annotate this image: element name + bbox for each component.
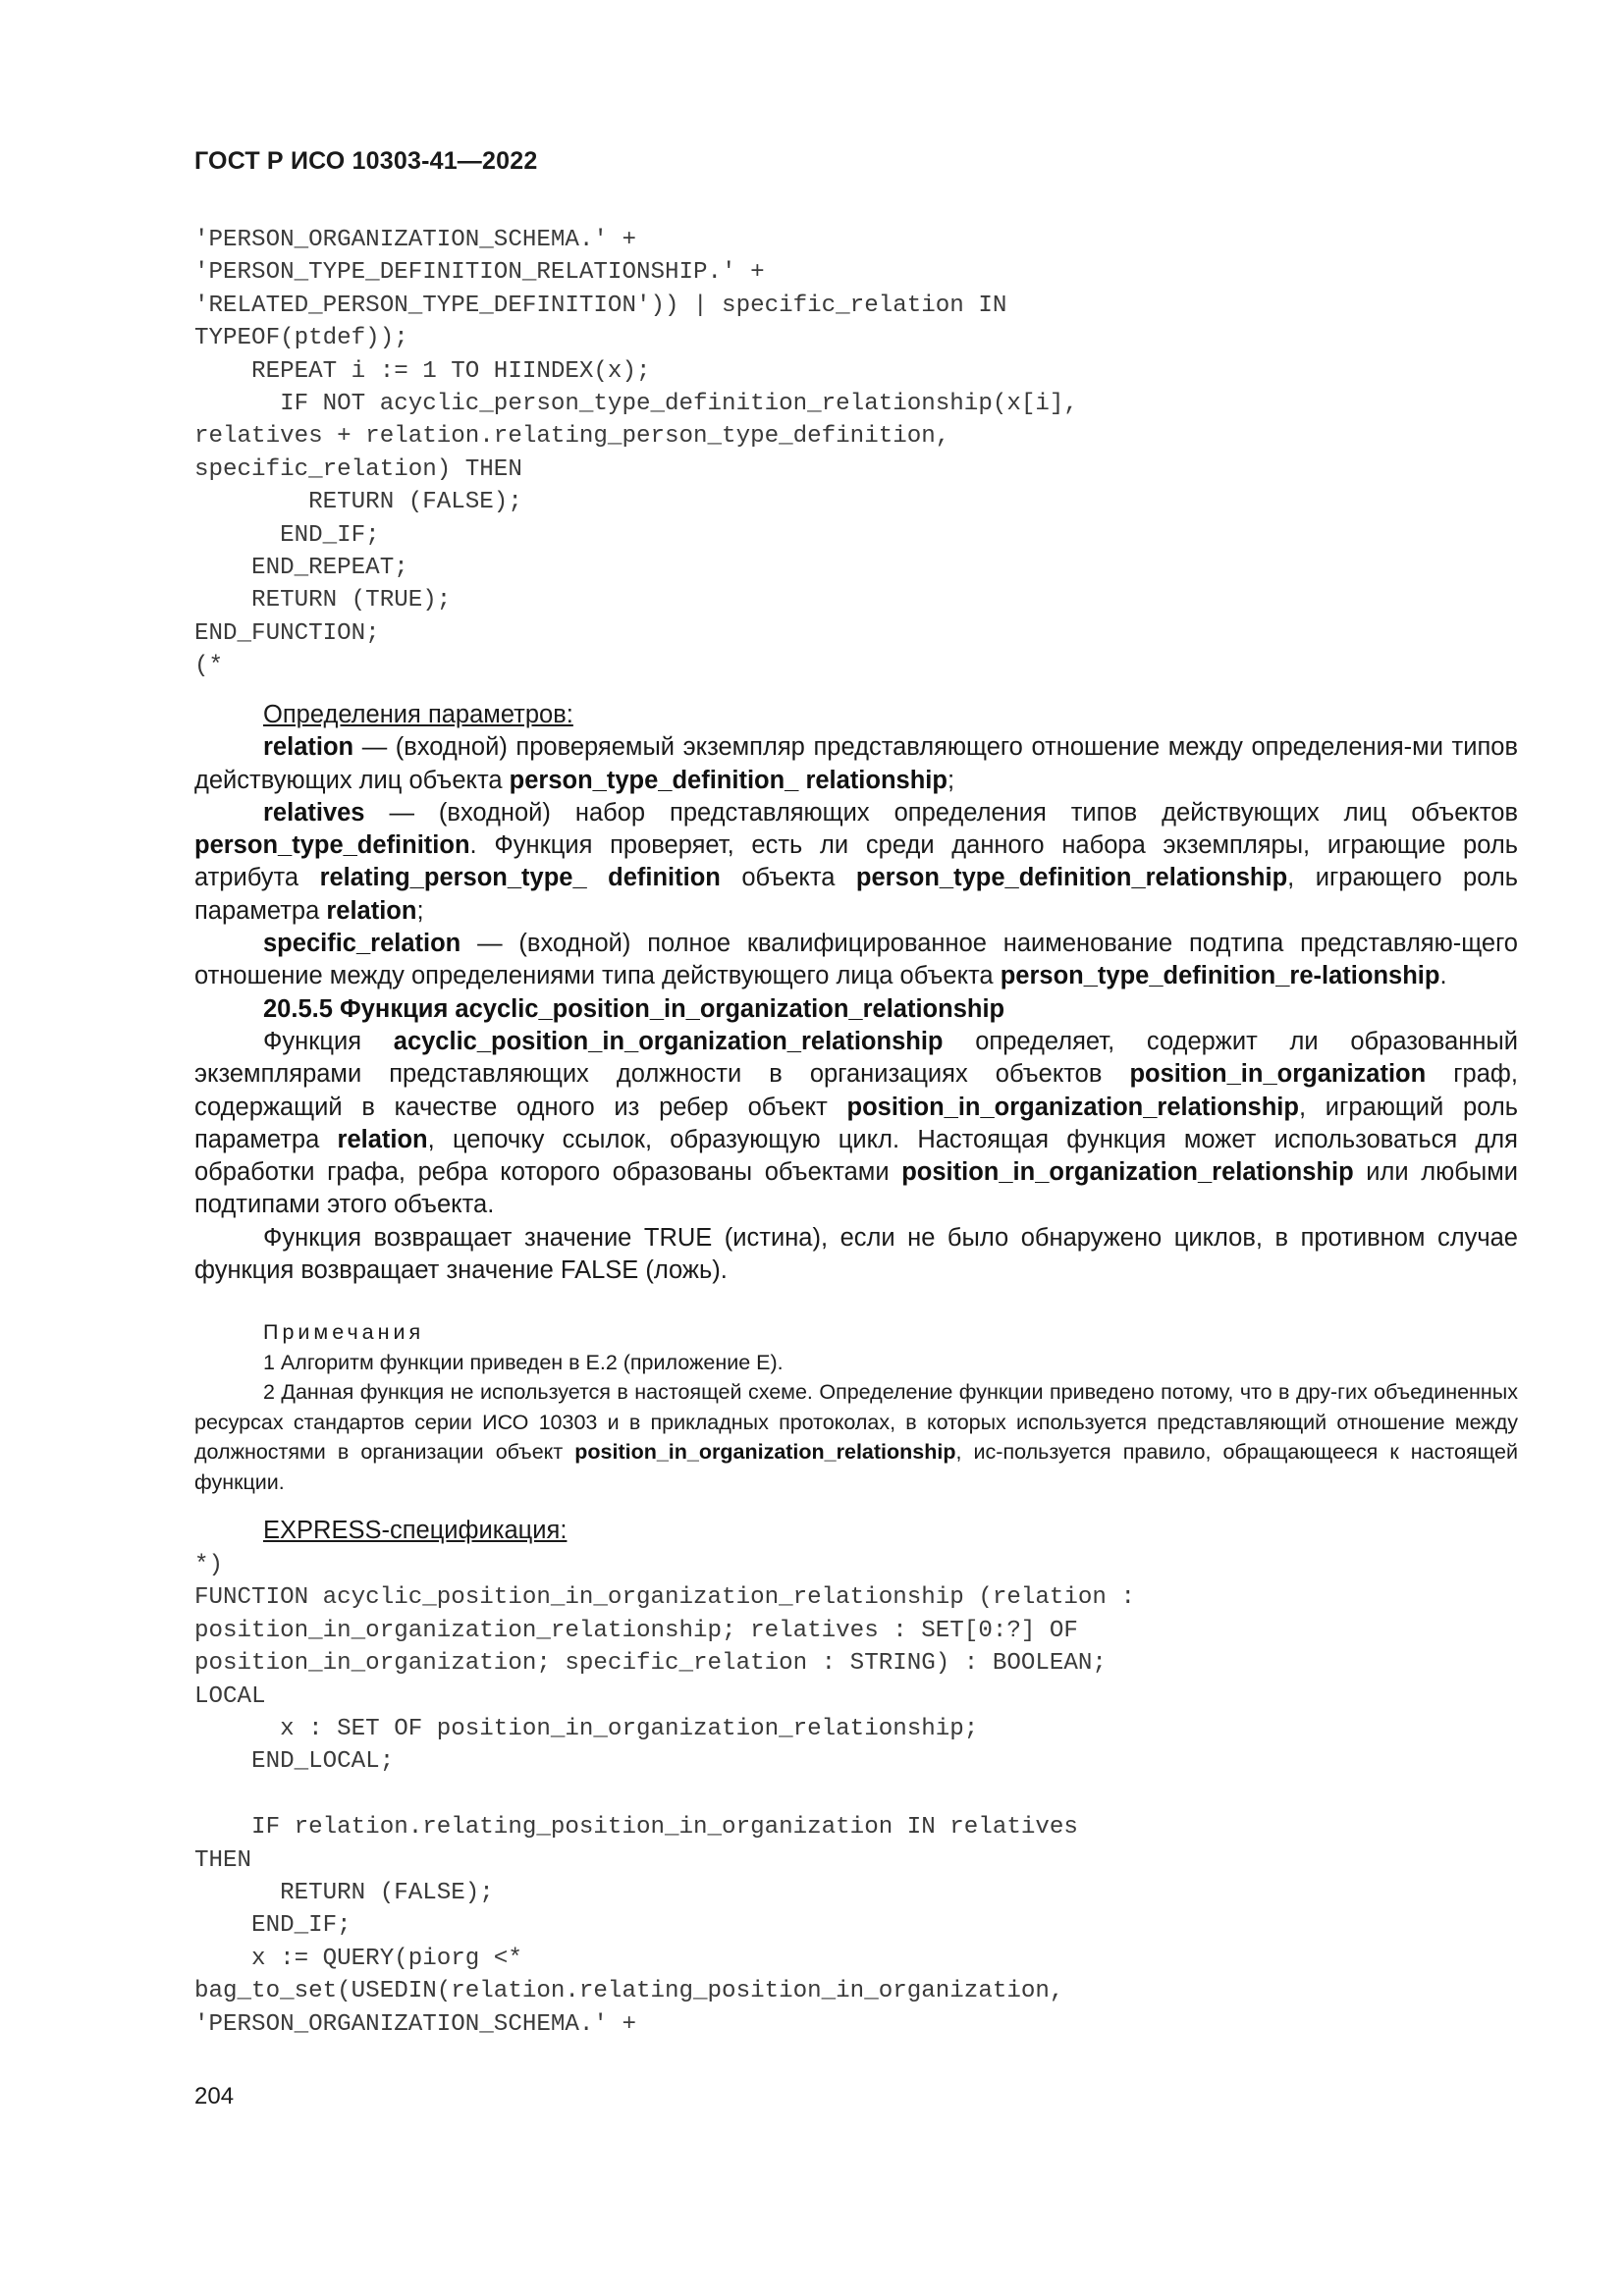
code-line: RETURN (FALSE);: [194, 489, 522, 516]
parameters-section: [194, 699, 1518, 1287]
param-specific-relation: specific_relation — (входной) полное квалифицированное наименование подтипа представляю-щего отношение между определениями типа действующего лица объекта person_type_definition_re-lationship.: [194, 930, 1518, 990]
notes-title: Примечания: [263, 1320, 425, 1344]
code-line: REPEAT i := 1 TO HIINDEX(x);: [194, 357, 651, 385]
code-line: 'PERSON_ORGANIZATION_SCHEMA.' +: [194, 227, 636, 253]
code-line: END_FUNCTION;: [194, 619, 380, 647]
code-line: 'RELATED_PERSON_TYPE_DEFINITION')) | specific_relation IN: [194, 292, 1007, 319]
notes-block: [194, 1317, 1518, 1497]
code-line: bag_to_set(USEDIN(relation.relating_position_in_organization,: [194, 1978, 1064, 2005]
code-line: position_in_organization_relationship; relatives : SET[0:?] OF: [194, 1617, 1078, 1644]
document-header: ГОСТ Р ИСО 10303-41—2022: [194, 147, 538, 175]
code-line: TYPEOF(ptdef));: [194, 325, 408, 352]
code-line: END_IF;: [194, 1912, 352, 1940]
page-number: 204: [194, 2083, 235, 2109]
code-line: relatives + relation.relating_person_type_definition,: [194, 423, 950, 451]
code-line: RETURN (FALSE);: [194, 1880, 494, 1907]
code-line: THEN: [194, 1846, 252, 1874]
param-relatives: relatives — (входной) набор представляющих определения типов действующих лиц объектов person_type_definition. Функция проверяет, есть ли среди данного набора экземпляры, играющие роль атрибута relating_person_type_ definition объекта person_type_definition_relationship, играющего роль параметра relation;: [194, 798, 1518, 925]
section-heading: 20.5.5 Функция acyclic_position_in_organization_relationship: [263, 994, 1005, 1023]
express-heading-block: [194, 1515, 1518, 1547]
code-block-bottom: [194, 1549, 1135, 2041]
note-2: 2 Данная функция не используется в настоящей схеме. Определение функции приведено потому, что в дру-гих объединенных ресурсах стандартов серии ИСО 10303 и в прикладных протоколах, в которых используется представляющий отношение между должностями в организации объект position_in_organization_relationship, ис-пользуется правило, обращающееся к настоящей функции.: [194, 1380, 1518, 1494]
code-line: RETURN (TRUE);: [194, 587, 452, 614]
code-line: IF relation.relating_position_in_organization IN relatives: [194, 1814, 1078, 1842]
code-line: END_LOCAL;: [194, 1748, 395, 1776]
code-line: specific_relation) THEN: [194, 455, 522, 483]
code-line: FUNCTION acyclic_position_in_organization_relationship (relation :: [194, 1584, 1135, 1612]
parameters-heading: Определения параметров:: [263, 701, 573, 728]
code-line: LOCAL: [194, 1682, 266, 1710]
code-line: 'PERSON_ORGANIZATION_SCHEMA.' +: [194, 2010, 636, 2038]
code-line: x : SET OF position_in_organization_relationship;: [194, 1716, 979, 1743]
express-heading: EXPRESS-спецификация:: [263, 1517, 568, 1544]
code-line: IF NOT acyclic_person_type_definition_relationship(x[i],: [194, 391, 1078, 418]
note-1: 1 Алгоритм функции приведен в Е.2 (приложение Е).: [263, 1350, 784, 1374]
code-line: END_REPEAT;: [194, 555, 408, 582]
code-line: 'PERSON_TYPE_DEFINITION_RELATIONSHIP.' +: [194, 259, 765, 287]
param-relation: relation — (входной) проверяемый экземпляр представляющего отношение между определения-ми типов действующих лиц объекта person_type_definition_ relationship;: [194, 733, 1518, 794]
code-line: x := QUERY(piorg <*: [194, 1945, 522, 1972]
code-line: position_in_organization; specific_relation : STRING) : BOOLEAN;: [194, 1650, 1107, 1678]
code-line: *): [194, 1552, 224, 1578]
code-block-top: [194, 224, 1078, 683]
section-paragraph-1: Функция acyclic_position_in_organization_relationship определяет, содержит ли образованный экземплярами представляющих должности в организациях объектов position_in_organization граф, содержащий в качестве одного из ребер объект position_in_organization_relationship, играющий роль параметра relation, цепочку ссылок, образующую цикл. Настоящая функция может использоваться для обработки графа, ребра которого образованы объектами position_in_organization_relationship или любыми подтипами этого объекта.: [194, 1027, 1519, 1219]
section-paragraph-2: Функция возвращает значение TRUE (истина), если не было обнаружено циклов, в противном случае функция возвращает значение FALSE (ложь).: [194, 1223, 1518, 1285]
code-line: (*: [194, 653, 224, 680]
code-line: END_IF;: [194, 521, 380, 549]
